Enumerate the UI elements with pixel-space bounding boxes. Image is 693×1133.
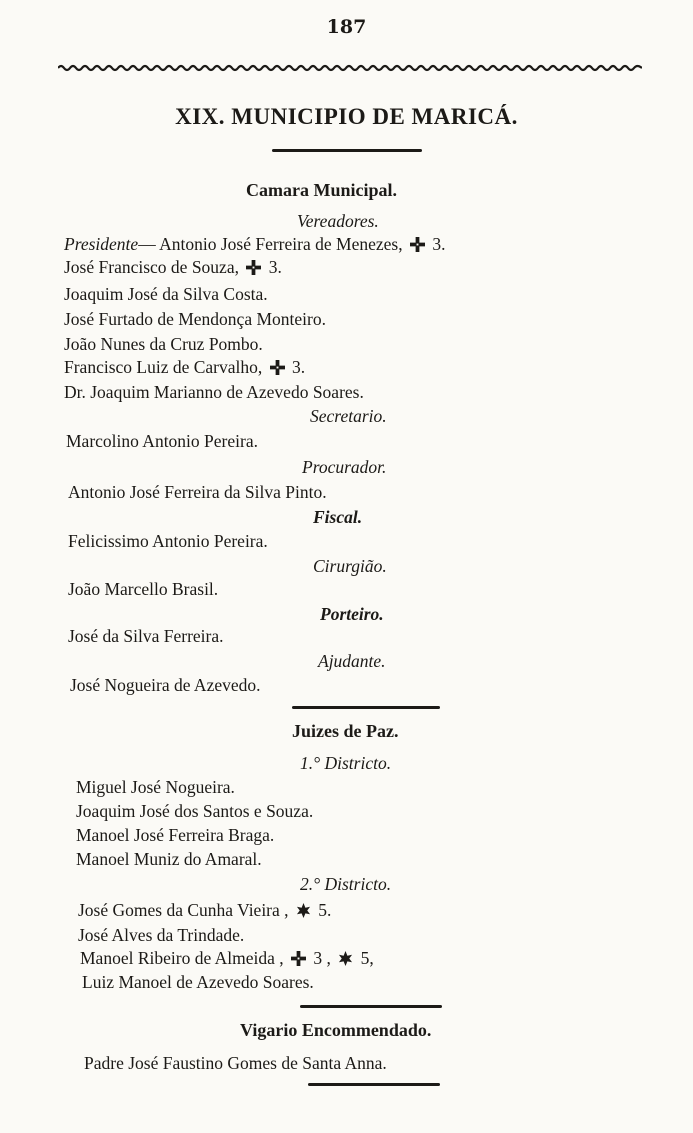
presidente-dash: — <box>138 234 156 254</box>
vigario-heading: Vigario Encommendado. <box>240 1020 432 1040</box>
juiz-name: José Gomes da Cunha Vieira , <box>78 900 289 920</box>
title-rule <box>272 149 422 152</box>
juiz-line: Joaquim José dos Santos e Souza. <box>76 801 314 821</box>
vereador-name: José Francisco de Souza, <box>64 257 239 277</box>
district-label: 1.° Districto. <box>300 753 392 773</box>
vereador-line: Joaquim José da Silva Costa. <box>64 284 268 304</box>
order-cross-icon <box>410 237 425 252</box>
camara-heading: Camara Municipal. <box>246 180 397 200</box>
bottom-rule <box>308 1083 440 1086</box>
juiz-line: Luiz Manoel de Azevedo Soares. <box>82 972 314 992</box>
officer-name: José da Silva Ferreira. <box>68 626 224 646</box>
order-cross-icon <box>246 260 261 275</box>
vereador-name: Francisco Luiz de Carvalho, <box>64 357 263 377</box>
officer-name: Marcolino Antonio Pereira. <box>66 431 258 451</box>
vereador-line: João Nunes da Cruz Pombo. <box>64 334 263 354</box>
presidente-order: 3. <box>432 234 446 254</box>
juizes-heading: Juizes de Paz. <box>292 721 399 741</box>
officer-name: João Marcello Brasil. <box>68 579 219 599</box>
officer-name: José Nogueira de Azevedo. <box>70 675 261 695</box>
page-number: 187 <box>326 16 367 38</box>
juiz-line: José Alves da Trindade. <box>78 925 245 945</box>
juiz-order: 5, <box>360 948 374 968</box>
role-label: Porteiro. <box>320 604 384 624</box>
section-rule <box>292 706 440 709</box>
presidente-name: Antonio José Ferreira de Menezes, <box>159 234 403 254</box>
role-label: Procurador. <box>302 457 387 477</box>
role-label: Fiscal. <box>313 507 363 527</box>
vereador-order: 3. <box>292 357 306 377</box>
role-label: Ajudante. <box>318 651 386 671</box>
presidente-label: Presidente <box>64 234 139 254</box>
vereador-line: Dr. Joaquim Marianno de Azevedo Soares. <box>64 382 364 402</box>
rose-star-icon <box>296 903 311 918</box>
vereador-order: 3. <box>268 257 282 277</box>
juiz-line <box>80 947 374 969</box>
juiz-line: Miguel José Nogueira. <box>76 777 235 797</box>
officer-name: Felicissimo Antonio Pereira. <box>68 531 268 551</box>
wavy-rule <box>58 62 642 72</box>
vereador-line <box>64 356 305 378</box>
officer-name: Antonio José Ferreira da Silva Pinto. <box>68 482 327 502</box>
page-title: XIX. MUNICIPIO DE MARICÁ. <box>175 104 518 129</box>
vereador-line <box>64 256 282 278</box>
juiz-order: 5. <box>318 900 332 920</box>
juiz-line <box>78 899 331 921</box>
vigario-name: Padre José Faustino Gomes de Santa Anna. <box>84 1053 387 1073</box>
juiz-line: Manoel Muniz do Amaral. <box>76 849 262 869</box>
juiz-line: Manoel José Ferreira Braga. <box>76 825 275 845</box>
juiz-name: Manoel Ribeiro de Almeida , <box>80 948 284 968</box>
role-label: Secretario. <box>310 406 387 426</box>
presidente-line <box>64 233 445 255</box>
vereadores-label: Vereadores. <box>297 211 379 231</box>
role-label: Cirurgião. <box>313 556 387 576</box>
order-cross-icon <box>270 360 285 375</box>
district-label: 2.° Districto. <box>300 874 392 894</box>
vereador-line: José Furtado de Mendonça Monteiro. <box>64 309 326 329</box>
order-cross-icon <box>291 951 306 966</box>
rose-star-icon <box>338 951 353 966</box>
section-rule <box>300 1005 442 1008</box>
juiz-order: 3 , <box>313 948 331 968</box>
